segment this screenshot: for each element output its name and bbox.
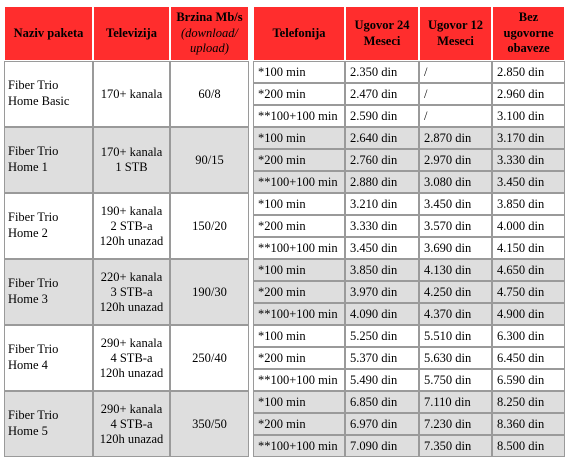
bez-ugovorne-cell: 3.450 din — [492, 171, 565, 193]
package-name: Fiber Trio Home 1 — [4, 127, 93, 193]
ugovor-24-cell: 7.090 din — [345, 435, 419, 457]
ugovor-12-cell: 5.750 din — [419, 369, 492, 391]
package-tv — [93, 259, 170, 325]
telefonija-cell: *200 min — [253, 83, 345, 105]
ugovor-24-cell: 3.970 din — [345, 281, 419, 303]
telefonija-cell: *100 min — [253, 391, 345, 413]
header-bez-line1: Bez ugovorne — [503, 10, 554, 40]
telefonija-cell: *200 min — [253, 215, 345, 237]
package-speed: 350/50 — [170, 391, 249, 457]
price-row — [253, 303, 565, 325]
header-bez-ugovorne — [492, 6, 565, 61]
header-brzina-sub1: (download/ — [181, 25, 238, 40]
telefonija-cell: *100 min — [253, 127, 345, 149]
price-row — [253, 149, 565, 171]
telefonija-cell: **100+100 min — [253, 237, 345, 259]
package-row — [4, 259, 565, 325]
tv-line: 4 STB-a — [110, 350, 153, 365]
telefonija-cell: **100+100 min — [253, 435, 345, 457]
package-name: Fiber Trio Home 4 — [4, 325, 93, 391]
header-bez-line2: obaveze — [507, 41, 550, 56]
telefonija-cell: **100+100 min — [253, 105, 345, 127]
telefonija-cell: **100+100 min — [253, 303, 345, 325]
ugovor-12-cell: 5.510 din — [419, 325, 492, 347]
bez-ugovorne-cell: 4.150 din — [492, 237, 565, 259]
price-row — [253, 127, 565, 149]
tv-line: 290+ kanala — [100, 335, 163, 350]
table-header — [4, 6, 565, 61]
price-row — [253, 369, 565, 391]
tv-line: 3 STB-a — [110, 284, 153, 299]
bez-ugovorne-cell: 8.250 din — [492, 391, 565, 413]
bez-ugovorne-cell: 3.100 din — [492, 105, 565, 127]
ugovor-12-cell: 5.630 din — [419, 347, 492, 369]
ugovor-12-cell: / — [419, 83, 492, 105]
price-row — [253, 237, 565, 259]
bez-ugovorne-cell: 6.300 din — [492, 325, 565, 347]
header-telefonija — [253, 6, 345, 61]
ugovor-24-cell: 3.210 din — [345, 193, 419, 215]
package-row — [4, 391, 565, 457]
tv-line: 1 STB — [115, 160, 148, 174]
header-brzina-label: Brzina Mb/s — [176, 10, 243, 25]
ugovor-24-cell: 2.470 din — [345, 83, 419, 105]
ugovor-12-cell: 3.690 din — [419, 237, 492, 259]
price-row — [253, 391, 565, 413]
package-row — [4, 193, 565, 259]
ugovor-12-cell: / — [419, 61, 492, 83]
ugovor-24-cell: 6.970 din — [345, 413, 419, 435]
header-naziv — [4, 6, 93, 61]
tv-line: 120h unazad — [99, 299, 164, 314]
price-rows — [253, 325, 565, 391]
telefonija-cell: *200 min — [253, 413, 345, 435]
ugovor-12-cell: 3.450 din — [419, 193, 492, 215]
header-u12-line2: Meseci — [437, 33, 474, 48]
package-tv — [93, 193, 170, 259]
ugovor-12-cell: 2.870 din — [419, 127, 492, 149]
ugovor-24-cell: 2.350 din — [345, 61, 419, 83]
bez-ugovorne-cell: 6.590 din — [492, 369, 565, 391]
header-televizija — [93, 6, 170, 61]
price-row — [253, 193, 565, 215]
ugovor-24-cell: 5.370 din — [345, 347, 419, 369]
ugovor-24-cell: 3.330 din — [345, 215, 419, 237]
package-tv — [93, 61, 170, 127]
price-row — [253, 171, 565, 193]
tv-line: 120h unazad — [99, 431, 164, 446]
bez-ugovorne-cell: 2.960 din — [492, 83, 565, 105]
bez-ugovorne-cell: 4.000 din — [492, 215, 565, 237]
price-rows — [253, 193, 565, 259]
tv-line: 220+ kanala — [100, 269, 163, 284]
telefonija-cell: *200 min — [253, 281, 345, 303]
bez-ugovorne-cell: 3.170 din — [492, 127, 565, 149]
ugovor-24-cell: 4.090 din — [345, 303, 419, 325]
bez-ugovorne-cell: 8.500 din — [492, 435, 565, 457]
price-rows — [253, 61, 565, 127]
bez-ugovorne-cell: 8.360 din — [492, 413, 565, 435]
ugovor-12-cell: 4.130 din — [419, 259, 492, 281]
tv-line: 170+ kanala — [100, 86, 163, 101]
header-u12-line1: Ugovor 12 — [428, 17, 483, 32]
tv-line: 120h unazad — [99, 365, 164, 380]
package-name: Fiber Trio Home 3 — [4, 259, 93, 325]
price-row — [253, 105, 565, 127]
bez-ugovorne-cell: 4.750 din — [492, 281, 565, 303]
telefonija-cell: **100+100 min — [253, 369, 345, 391]
ugovor-12-cell: 4.370 din — [419, 303, 492, 325]
price-row — [253, 325, 565, 347]
header-telefonija-label: Telefonija — [272, 25, 326, 40]
bez-ugovorne-cell: 3.330 din — [492, 149, 565, 171]
ugovor-24-cell: 6.850 din — [345, 391, 419, 413]
header-naziv-label: Naziv paketa — [13, 25, 84, 40]
package-name: Fiber Trio Home 5 — [4, 391, 93, 457]
package-speed: 60/8 — [170, 61, 249, 127]
header-ugovor-12 — [419, 6, 492, 61]
price-table — [4, 6, 565, 457]
ugovor-24-cell: 5.250 din — [345, 325, 419, 347]
header-u24-line1: Ugovor 24 — [354, 17, 410, 32]
telefonija-cell: *100 min — [253, 325, 345, 347]
ugovor-24-cell: 2.640 din — [345, 127, 419, 149]
telefonija-cell: *200 min — [253, 347, 345, 369]
bez-ugovorne-cell: 4.650 din — [492, 259, 565, 281]
price-row — [253, 435, 565, 457]
price-row — [253, 413, 565, 435]
package-row — [4, 61, 565, 127]
price-row — [253, 347, 565, 369]
telefonija-cell: *100 min — [253, 193, 345, 215]
header-u24-line2: Meseci — [363, 33, 401, 48]
tv-line: 120h unazad — [99, 233, 164, 248]
package-speed: 250/40 — [170, 325, 249, 391]
ugovor-12-cell: 7.350 din — [419, 435, 492, 457]
tv-line: 2 STB-a — [110, 218, 153, 233]
package-speed: 190/30 — [170, 259, 249, 325]
ugovor-12-cell: 7.110 din — [419, 391, 492, 413]
ugovor-12-cell: 3.570 din — [419, 215, 492, 237]
bez-ugovorne-cell: 4.900 din — [492, 303, 565, 325]
tv-line: 170+ kanala — [100, 145, 163, 159]
header-brzina-sub2: upload) — [190, 41, 229, 56]
ugovor-24-cell: 5.490 din — [345, 369, 419, 391]
tv-line: 290+ kanala — [100, 401, 163, 416]
header-ugovor-24 — [345, 6, 419, 61]
price-row — [253, 215, 565, 237]
bez-ugovorne-cell: 2.850 din — [492, 61, 565, 83]
bez-ugovorne-cell: 6.450 din — [492, 347, 565, 369]
ugovor-12-cell: 3.080 din — [419, 171, 492, 193]
tv-line: 4 STB-a — [110, 416, 153, 431]
price-rows — [253, 259, 565, 325]
price-row — [253, 83, 565, 105]
ugovor-24-cell: 2.590 din — [345, 105, 419, 127]
price-row — [253, 61, 565, 83]
package-speed: 150/20 — [170, 193, 249, 259]
ugovor-12-cell: 4.250 din — [419, 281, 492, 303]
ugovor-12-cell: 2.970 din — [419, 149, 492, 171]
package-tv — [93, 391, 170, 457]
package-speed: 90/15 — [170, 127, 249, 193]
ugovor-24-cell: 2.760 din — [345, 149, 419, 171]
telefonija-cell: *200 min — [253, 149, 345, 171]
package-name: Fiber Trio Home Basic — [4, 61, 93, 127]
price-row — [253, 281, 565, 303]
price-rows — [253, 391, 565, 457]
header-brzina — [170, 6, 249, 61]
package-tv — [93, 325, 170, 391]
telefonija-cell: **100+100 min — [253, 171, 345, 193]
telefonija-cell: *100 min — [253, 61, 345, 83]
ugovor-12-cell: / — [419, 105, 492, 127]
price-rows — [253, 127, 565, 193]
ugovor-12-cell: 7.230 din — [419, 413, 492, 435]
package-row — [4, 127, 565, 193]
telefonija-cell: *100 min — [253, 259, 345, 281]
package-name: Fiber Trio Home 2 — [4, 193, 93, 259]
header-televizija-label: Televizija — [106, 25, 157, 40]
ugovor-24-cell: 3.850 din — [345, 259, 419, 281]
table-body — [4, 61, 565, 457]
ugovor-24-cell: 2.880 din — [345, 171, 419, 193]
bez-ugovorne-cell: 3.850 din — [492, 193, 565, 215]
ugovor-24-cell: 3.450 din — [345, 237, 419, 259]
package-row — [4, 325, 565, 391]
tv-line: 190+ kanala — [100, 203, 163, 218]
price-row — [253, 259, 565, 281]
package-tv — [93, 127, 170, 193]
